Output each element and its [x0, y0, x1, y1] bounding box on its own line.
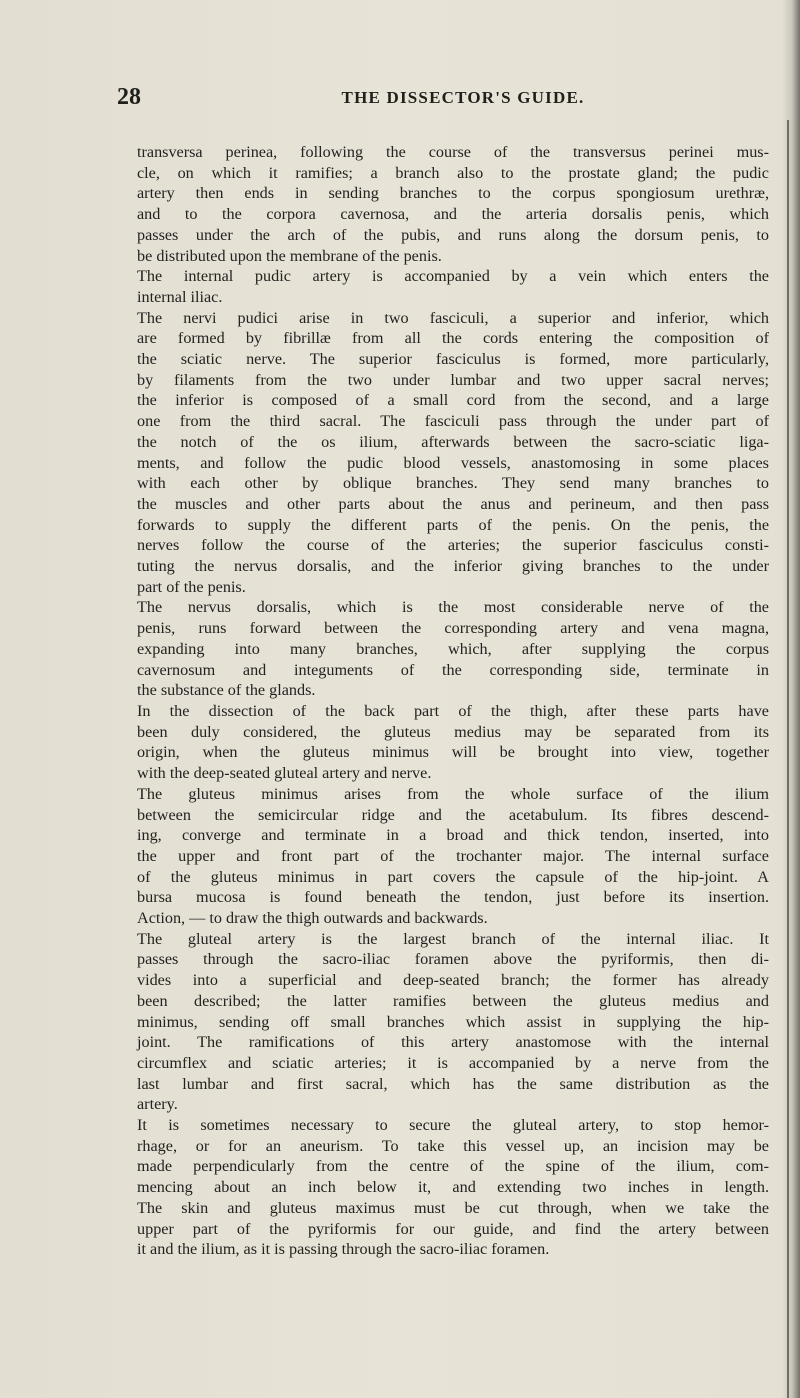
text-line: bursa mucosa is found beneath the tendon, just before its insertion.	[137, 888, 769, 907]
text-line: It is sometimes necessary to secure the gluteal artery, to stop hemor-	[137, 1116, 769, 1135]
text-line: ments, and follow the pudic blood vessels, anastomosing in some places	[137, 453, 769, 472]
body-text	[137, 142, 769, 1260]
text-line: by filaments from the two under lumbar and two upper sacral nerves;	[137, 370, 769, 389]
text-line: origin, when the gluteus minimus will be brought into view, together	[137, 743, 769, 762]
paragraph	[137, 929, 769, 1115]
text-line: are formed by fibrillæ from all the cords entering the composition of	[137, 329, 769, 348]
text-line: and to the corpora cavernosa, and the arteria dorsalis penis, which	[137, 205, 769, 224]
text-line: Action, — to draw the thigh outwards and backwards.	[137, 909, 488, 928]
text-line: with each other by oblique branches. They send many branches to	[137, 474, 769, 493]
text-line: the sciatic nerve. The superior fasciculus is formed, more particularly,	[137, 350, 769, 369]
text-line: the notch of the os ilium, afterwards between the sacro-sciatic liga-	[137, 432, 769, 451]
text-line: expanding into many branches, which, after supplying the corpus	[137, 639, 769, 658]
text-line: minimus, sending off small branches which assist in supplying the hip-	[137, 1012, 769, 1031]
paragraph	[137, 308, 769, 598]
page-number: 28	[117, 84, 141, 110]
text-line: passes under the arch of the pubis, and runs along the dorsum penis, to	[137, 225, 769, 244]
text-line: internal iliac.	[137, 287, 223, 306]
text-line: circumflex and sciatic arteries; it is accompanied by a nerve from the	[137, 1053, 769, 1072]
paragraph	[137, 266, 769, 307]
text-line: forwards to supply the different parts of the penis. On the penis, the	[137, 515, 769, 534]
text-line: the muscles and other parts about the anus and perineum, and then pass	[137, 494, 769, 513]
text-line: joint. The ramifications of this artery anastomose with the internal	[137, 1033, 769, 1052]
page-edge-line	[787, 120, 789, 1398]
text-line: of the gluteus minimus in part covers the capsule of the hip-joint. A	[137, 867, 769, 886]
paragraph	[137, 784, 769, 929]
text-line: artery then ends in sending branches to the corpus spongiosum urethræ,	[137, 184, 769, 203]
text-line: The gluteal artery is the largest branch of the internal iliac. It	[137, 929, 769, 948]
text-line: penis, runs forward between the corresponding artery and vena magna,	[137, 619, 769, 638]
text-line: cle, on which it ramifies; a branch also to the prostate gland; the pudic	[137, 163, 769, 182]
text-line: cavernosum and integuments of the corresponding side, terminate in	[137, 660, 769, 679]
running-head: THE DISSECTOR'S GUIDE.	[341, 88, 585, 107]
text-line: last lumbar and first sacral, which has the same distribution as the	[137, 1074, 769, 1093]
text-line: tuting the nervus dorsalis, and the inferior giving branches to the under	[137, 557, 769, 576]
text-line: The gluteus minimus arises from the whole surface of the ilium	[137, 784, 769, 803]
text-line: transversa perinea, following the course of the transversus perinei mus-	[137, 143, 769, 161]
text-line: nerves follow the course of the arteries; the superior fasciculus consti-	[137, 536, 769, 555]
text-line: the substance of the glands.	[137, 681, 316, 700]
paragraph	[137, 1115, 769, 1260]
text-line: been duly considered, the gluteus medius may be separated from its	[137, 722, 769, 741]
text-line: rhage, or for an aneurism. To take this vessel up, an incision may be	[137, 1136, 769, 1155]
text-line: ing, converge and terminate in a broad and thick tendon, inserted, into	[137, 826, 769, 845]
text-line: part of the penis.	[137, 577, 246, 596]
paragraph	[137, 597, 769, 701]
text-line: The nervus dorsalis, which is the most considerable nerve of the	[137, 598, 769, 617]
text-line: it and the ilium, as it is passing through the sacro-iliac foramen.	[137, 1240, 550, 1259]
text-line: upper part of the pyriformis for our guide, and find the artery between	[137, 1219, 769, 1238]
text-line: The skin and gluteus maximus must be cut through, when we take the	[137, 1198, 769, 1217]
text-line: The internal pudic artery is accompanied by a vein which enters the	[137, 267, 769, 286]
text-line: the inferior is composed of a small cord from the second, and a large	[137, 391, 769, 410]
paragraph	[137, 142, 769, 266]
text-line: mencing about an inch below it, and extending two inches in length.	[137, 1178, 769, 1197]
text-line: between the semicircular ridge and the acetabulum. Its fibres descend-	[137, 805, 769, 824]
text-line: passes through the sacro-iliac foramen above the pyriformis, then di-	[137, 950, 769, 969]
page-header	[117, 82, 767, 112]
text-line: vides into a superficial and deep-seated branch; the former has already	[137, 971, 769, 990]
paragraph	[137, 701, 769, 784]
text-line: made perpendicularly from the centre of the spine of the ilium, com-	[137, 1157, 769, 1176]
text-line: be distributed upon the membrane of the penis.	[137, 246, 442, 265]
page-edge-shadow	[782, 0, 800, 1398]
text-line: artery.	[137, 1095, 178, 1114]
text-line: with the deep-seated gluteal artery and nerve.	[137, 764, 432, 783]
text-line: the upper and front part of the trochanter major. The internal surface	[137, 846, 769, 865]
text-line: The nervi pudici arise in two fasciculi, a superior and inferior, which	[137, 308, 769, 327]
text-line: In the dissection of the back part of the thigh, after these parts have	[137, 701, 769, 720]
text-line: been described; the latter ramifies between the gluteus medius and	[137, 991, 769, 1010]
text-line: one from the third sacral. The fasciculi pass through the under part of	[137, 412, 769, 431]
